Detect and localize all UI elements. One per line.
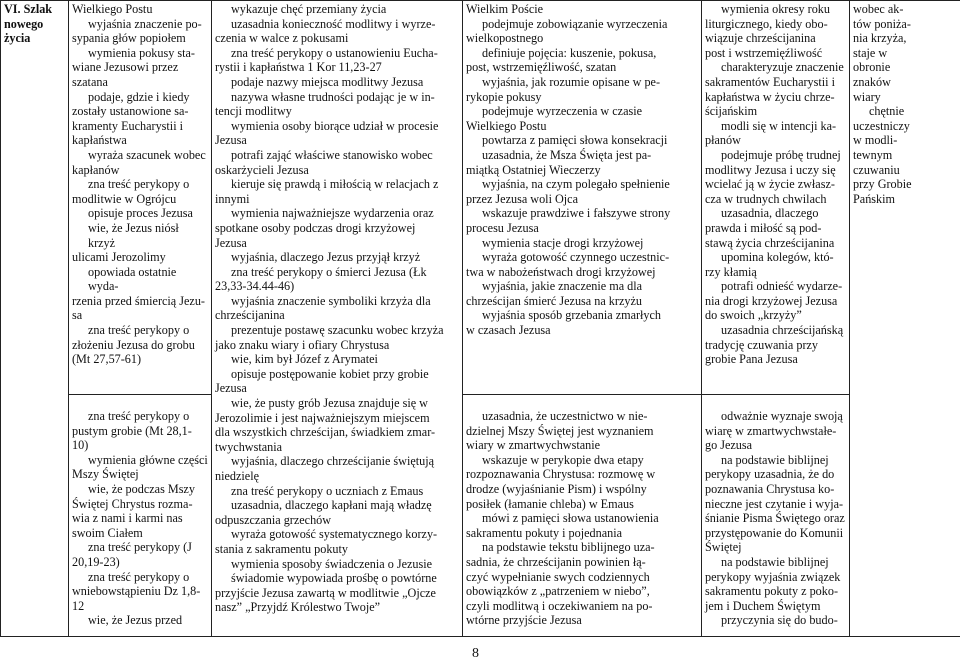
text-line: w modli- (853, 133, 898, 148)
text-line: stania z sakramentu pokuty (215, 541, 349, 556)
text-line: sadnia, że chrześcijanin powinien łą- (466, 554, 646, 569)
text-line: twa w nabożeństwach drogi krzyżowej (466, 264, 656, 279)
text-line: stawą życia chrześcijanina (705, 235, 835, 250)
column-basic-top (69, 1, 212, 395)
text-line: wiarę w zmartwychwstałe- (705, 423, 837, 438)
text-line: pustym grobie (Mt 28,1- (72, 423, 192, 438)
text-line: wymienia sposoby świadczenia o Jezusie (231, 556, 433, 571)
text-line: niedzielę (215, 469, 259, 483)
text-line: perykopy wyjaśnia związek (705, 569, 841, 584)
text-line: zna treść perykopy o ustanowieniu Eucha- (231, 45, 438, 60)
text-line: kramenty Eucharystii i (72, 118, 184, 133)
column-outstanding (850, 1, 960, 637)
text-line: Jezusa (215, 381, 247, 396)
text-line: wyraża szacunek wobec (88, 147, 206, 162)
text-line: go Jezusa (705, 438, 753, 453)
text-line: powtarza z pamięci słowa konsekracji (482, 133, 668, 148)
text-line: jako znaku wiary i ofiary Chrystusa (215, 337, 390, 352)
text-line: 20,19-23) (72, 554, 120, 569)
text-line: chrześcijan śmierć Jezusa na krzyżu (466, 293, 642, 308)
text-line: wiązuje chrześcijanina (705, 31, 816, 46)
text-line: poznawania Chrystusa ko- (705, 481, 835, 496)
text-line: cza w trudnych chwilach (705, 191, 827, 206)
text-line: przez Jezusa woli Ojca (466, 191, 579, 206)
column-extended (212, 1, 463, 637)
text-line: opisuje postępowanie kobiet przy grobie (231, 366, 429, 381)
text-line: podejmuje zobowiązanie wyrzeczenia (482, 16, 668, 31)
text-line: obronie (853, 60, 891, 75)
text-line: wcielać ją w życie zwłasz- (705, 177, 835, 192)
text-line: rzy kłamią (705, 264, 757, 279)
text-line: chętnie (869, 104, 905, 119)
text-line: Pańskim (853, 191, 895, 206)
text-line: potrafi zająć właściwe stanowisko wobec (231, 147, 433, 162)
text-line: wyjaśnia, jakie znaczenie ma dla (482, 279, 643, 294)
text-line: rystii i kapłaństwa 1 Kor 11,23-27 (215, 60, 382, 75)
text-line: ścijańskim (705, 104, 758, 119)
text-line: oskarżycieli Jezusa (215, 162, 309, 177)
text-line: do swoich „krzyży” (705, 308, 802, 323)
text-line: przyczynia się do budo- (721, 613, 838, 628)
text-line: dla wszystkich chrześcijan, świadkiem zmar- (215, 425, 436, 440)
text-line: wyjaśnia znaczenie po- (88, 16, 202, 31)
text-line: zna treść perykopy o (88, 177, 190, 192)
text-line: modlitwy Jezusa i uczy się (705, 162, 836, 177)
text-line: wie, że Jezus niósł krzyż (88, 220, 179, 250)
text-line: czyć wypełnianie swych codziennych (466, 569, 650, 584)
text-line: zna treść perykopy (J (88, 540, 192, 555)
text-line: uzasadnia, że Msza Święta jest pa- (482, 147, 652, 162)
text-line: zna treść perykopy o śmierci Jezusa (Łk (231, 264, 427, 279)
text-line: wielkopostnego (466, 31, 544, 46)
text-line: sa (72, 308, 83, 323)
text-line: nieczne jest czytanie i wyja- (705, 496, 844, 511)
text-line: czyli modlitwą i oczekiwaniem na po- (466, 598, 653, 613)
text-line: wskazuje prawdziwe i fałszywe strony (482, 206, 671, 221)
text-line: wiary (853, 89, 881, 104)
column-basic-bottom (69, 395, 212, 637)
text-line: modli się w intencji ka- (721, 118, 837, 133)
text-line: tradycję czuwania przy (705, 337, 819, 352)
text-line: kieruje się prawdą i miłością w relacjach z (231, 177, 439, 192)
text-line: kapłanów (72, 162, 120, 177)
text-line: miątką Ostatniej Wieczerzy (466, 162, 601, 177)
text-line: uzasadnia chrześcijańską (721, 323, 844, 338)
text-line: wobec ak- (853, 2, 904, 16)
text-line: wymienia osoby biorące udział w procesie (231, 118, 439, 133)
text-line: uzasadnia, dlaczego (721, 206, 819, 221)
text-line: zna treść perykopy o (88, 323, 190, 338)
page-number: 8 (472, 646, 479, 661)
text-line: wyraża gotowość czynnego uczestnic- (482, 250, 670, 265)
text-line: znaków (853, 74, 891, 89)
text-line: kapłaństwa (72, 133, 127, 148)
text-line: drodze (wyjaśnianie Pism) i wspólny (466, 481, 647, 496)
section-title-cell (1, 1, 69, 637)
text-line: obowiązków z „patrzeniem w niebo”, (466, 584, 650, 599)
text-line: wymienia pokusy sta- (88, 45, 195, 60)
text-line: wie, że podczas Mszy (88, 481, 195, 496)
text-line: zostały ustanowione sa- (72, 104, 189, 119)
text-line: wyjaśnia znaczenie symboliki krzyża dla (231, 293, 431, 308)
text-line: czenia w walce z pokusami (215, 31, 349, 46)
text-line: modlitwie w Ogrójcu (72, 191, 177, 206)
text-line: nazywa własne trudności podając je w in- (231, 89, 435, 104)
text-line: złożeniu Jezusa do grobu (72, 337, 195, 352)
text-line: płanów (705, 133, 741, 148)
text-line: dzielnej Mszy Świętej jest wyznaniem (466, 423, 654, 438)
text-line: nia krzyża, (853, 31, 907, 46)
text-line: posiłek (łamanie chleba) w Emaus (466, 496, 634, 511)
text-line: grobie Pana Jezusa (705, 352, 798, 367)
text-line: wiary w zmartwychwstanie (466, 438, 601, 453)
text-line: rzenia przed śmiercią Jezu- (72, 293, 205, 308)
text-line: procesu Jezusa (466, 220, 539, 235)
text-line: charakteryzuje znaczenie (721, 60, 844, 75)
text-line: opowiada ostatnie wyda- (88, 264, 177, 294)
text-line: uczestniczy (853, 118, 910, 133)
text-line: wiane Jezusowi przez (72, 60, 179, 75)
text-line: czuwaniu (853, 162, 900, 177)
text-line: kapłaństwa w życiu chrze- (705, 89, 835, 104)
section-title: VI. Szlak nowego życia (4, 2, 53, 46)
column-advanced-bottom (463, 395, 702, 637)
text-line: wie, że pusty grób Jezusa znajduje się w (231, 396, 428, 411)
text-line: wie, kim był Józef z Arymatei (231, 352, 378, 367)
text-line: prawda i miłość są pod- (705, 220, 822, 235)
text-line: na podstawie biblijnej (721, 452, 829, 467)
text-line: definiuje pojęcia: kuszenie, pokusa, (482, 45, 657, 60)
column-full-top (702, 1, 850, 395)
text-line: sypania głów popiołem (72, 31, 186, 46)
text-line: wyjaśnia, dlaczego Jezus przyjął krzyż (231, 250, 421, 265)
text-line: prezentuje postawę szacunku wobec krzyża (231, 323, 444, 338)
text-line: Wielkim Poście (466, 2, 544, 16)
text-line: 12 (72, 598, 85, 613)
text-line: wymienia stacje drogi krzyżowej (482, 235, 644, 250)
text-line: wtórne przyjście Jezusa (466, 613, 582, 628)
text-line: wia z nami i karmi nas (72, 511, 183, 526)
text-line: zna treść perykopy o uczniach z Emaus (231, 483, 424, 498)
text-line: rykopie pokusy (466, 89, 542, 104)
text-line: swoim Ciałem (72, 525, 143, 540)
text-line: wyjaśnia sposób grzebania zmarłych (482, 308, 662, 323)
text-line: wyjaśnia, jak rozumie opisane w pe- (482, 74, 661, 89)
text-line: Wielkiego Postu (466, 118, 547, 133)
text-line: zna treść perykopy o (88, 569, 190, 584)
table-row-bottom (1, 395, 960, 637)
text-line: wykazuje chęć przemiany życia (231, 2, 387, 16)
text-line: staje w (853, 45, 888, 60)
text-line: wymienia główne części (88, 452, 208, 467)
text-line: upomina kolegów, któ- (721, 250, 834, 265)
text-line: chrześcijanina (215, 308, 285, 323)
text-line: podaje nazwy miejsca modlitwy Jezusa (231, 74, 424, 89)
text-line: uzasadnia konieczność modlitwy i wyrze- (231, 16, 436, 31)
table-row-top (1, 1, 960, 395)
text-line: przy Grobie (853, 177, 912, 192)
text-line: tewnym (853, 147, 893, 162)
text-line: liturgicznego, kiedy obo- (705, 16, 828, 31)
text-line: wyraża gotowość systematycznego korzy- (231, 527, 438, 542)
text-line: wie, że Jezus przed (88, 613, 183, 628)
column-advanced-top (463, 1, 702, 395)
text-line: wniebowstąpieniu Dz 1,8- (72, 584, 201, 599)
text-line: wskazuje w perykopie dwa etapy (482, 452, 644, 467)
text-line: ulicami Jerozolimy (72, 250, 166, 265)
text-line: na podstawie biblijnej (721, 554, 829, 569)
text-line: wyjaśnia, na czym polegało spełnienie (482, 177, 670, 192)
text-line: Jezusa (215, 235, 247, 250)
text-line: odważnie wyznaje swoją (721, 409, 843, 423)
text-line: potrafi odnieść wydarze- (721, 279, 843, 294)
text-line: świadomie wypowiada prośbę o powtórne (231, 571, 437, 586)
text-line: wyjaśnia, dlaczego chrześcijanie świętują (231, 454, 435, 469)
text-line: twychwstania (215, 439, 283, 454)
text-line: nia drogi krzyżowej Jezusa (705, 293, 838, 308)
text-line: jem i Duchem Świętym (705, 598, 821, 613)
text-line: nasz” „Przyjdź Królestwo Twoje” (215, 600, 381, 615)
text-line: opisuje proces Jezusa (88, 206, 193, 221)
text-line: tencji modlitwy (215, 104, 292, 119)
text-line: spotkane osoby podczas drogi krzyżowej (215, 220, 416, 235)
text-line: śnianie Pisma Świętego oraz (705, 511, 845, 526)
text-line: mówi z pamięci słowa ustanowienia (482, 511, 659, 526)
text-line: podaje, gdzie i kiedy (88, 89, 190, 104)
text-line: podejmuje próbę trudnej (721, 147, 841, 162)
text-line: sakramentów Eucharystii i (705, 74, 835, 89)
text-line: Jezusa (215, 133, 247, 148)
text-line: rozpoznawania Chrystusa: rozmowę w (466, 467, 656, 482)
text-line: wymienia okresy roku (721, 2, 830, 16)
text-line: Jerozolimie i jest najważniejszym miejscem (215, 410, 430, 425)
text-line: sakramentu pokuty i pojednania (466, 525, 623, 540)
text-line: odpuszczania grzechów (215, 512, 332, 527)
text-line: zna treść perykopy o (88, 409, 190, 423)
text-line: w czasach Jezusa (466, 323, 551, 338)
text-line: Wielkiego Postu (72, 2, 153, 16)
text-line: (Mt 27,57-61) (72, 352, 142, 367)
text-line: Świętej Chrystus rozma- (72, 496, 193, 511)
text-line: tów poniża- (853, 16, 911, 31)
text-line: innymi (215, 191, 250, 206)
text-line: podejmuje wyrzeczenia w czasie (482, 104, 643, 119)
text-line: przystępowanie do Komunii (705, 525, 844, 540)
text-line: uzasadnia, dlaczego kapłani mają władzę (231, 498, 432, 513)
text-line: 10) (72, 438, 89, 453)
column-full-bottom (702, 395, 850, 637)
text-line: Mszy Świętej (72, 467, 139, 482)
text-line: post i wstrzemięźliwość (705, 45, 823, 60)
text-line: szatana (72, 74, 108, 89)
text-line: Świętej (705, 540, 742, 555)
text-line: przyjście Jezusa zawartą w modlitwie „Ojcze (215, 585, 436, 600)
text-line: uzasadnia, że uczestnictwo w nie- (482, 409, 648, 423)
text-line: wymienia najważniejsze wydarzenia oraz (231, 206, 434, 221)
text-line: post, wstrzemięźliwość, szatan (466, 60, 617, 75)
text-line: na podstawie tekstu biblijnego uza- (482, 540, 655, 555)
text-line: perykopy uzasadnia, że do (705, 467, 835, 482)
text-line: sakramentu pokuty z poko- (705, 584, 839, 599)
text-line: 23,33-34.44-46) (215, 279, 295, 294)
